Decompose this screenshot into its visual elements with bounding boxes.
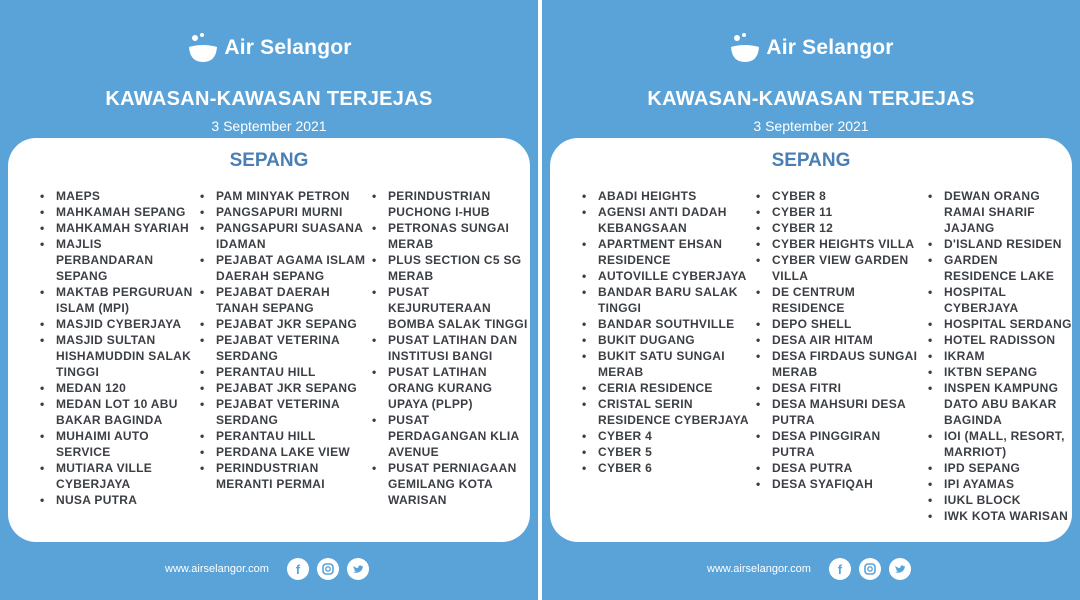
poster-panel-1 <box>0 0 538 600</box>
list-item: • PANGSAPURI MURNI <box>194 204 366 220</box>
page-title: KAWASAN-KAWASAN TERJEJAS <box>647 88 975 110</box>
instagram-icon[interactable] <box>859 558 881 580</box>
list-item: • MEDAN 120 <box>34 380 202 396</box>
region-heading: SEPANG <box>771 150 851 171</box>
list-item: • DESA PUTRA <box>750 460 922 476</box>
list-item: • DESA FIRDAUS SUNGAI MERAB <box>750 348 922 380</box>
list-item: • CYBER VIEW GARDEN VILLA <box>750 252 922 284</box>
list-item: • IPD SEPANG <box>922 460 1072 476</box>
list-item: • PEJABAT VETERINA SERDANG <box>194 332 366 364</box>
list-item: • PUSAT KEJURUTERAAN BOMBA SALAK TINGGI <box>366 284 528 332</box>
areas-card <box>8 138 530 542</box>
list-item: • ABADI HEIGHTS <box>576 188 760 204</box>
list-item: • PEJABAT AGAMA ISLAM DAERAH SEPANG <box>194 252 366 284</box>
list-item: • DESA PINGGIRAN PUTRA <box>750 428 922 460</box>
list-item: • PERDANA LAKE VIEW <box>194 444 366 460</box>
list-item: • AGENSI ANTI DADAH KEBANGSAAN <box>576 204 760 236</box>
list-item: • PEJABAT JKR SEPANG <box>194 316 366 332</box>
air-selangor-logo <box>542 28 1080 68</box>
list-item: • CYBER HEIGHTS VILLA <box>750 236 922 252</box>
list-item: • DESA FITRI <box>750 380 922 396</box>
list-item: • IOI (MALL, RESORT, MARRIOT) <box>922 428 1072 460</box>
air-selangor-logo <box>0 28 538 68</box>
list-item: • CYBER 12 <box>750 220 922 236</box>
area-list-column-2 <box>750 188 922 492</box>
list-item: • IUKL BLOCK <box>922 492 1072 508</box>
water-drop-icon <box>186 31 220 65</box>
list-item: • MASJID SULTAN HISHAMUDDIN SALAK TINGGI <box>34 332 202 380</box>
list-item: • BANDAR BARU SALAK TINGGI <box>576 284 760 316</box>
list-item: • BANDAR SOUTHVILLE <box>576 316 760 332</box>
website-link[interactable]: www.airselangor.com <box>707 563 811 575</box>
list-item: • PERANTAU HILL <box>194 364 366 380</box>
list-item: • DE CENTRUM RESIDENCE <box>750 284 922 316</box>
area-list-column-3 <box>366 188 528 508</box>
list-item: • MAHKAMAH SYARIAH <box>34 220 202 236</box>
website-link[interactable]: www.airselangor.com <box>165 563 269 575</box>
list-item: • PERANTAU HILL <box>194 428 366 444</box>
page-title: KAWASAN-KAWASAN TERJEJAS <box>105 88 433 110</box>
list-item: • DESA SYAFIQAH <box>750 476 922 492</box>
list-item: • PERINDUSTRIAN MERANTI PERMAI <box>194 460 366 492</box>
list-item: • HOSPITAL CYBERJAYA <box>922 284 1072 316</box>
list-item: • DEPO SHELL <box>750 316 922 332</box>
date-text: 3 September 2021 <box>211 118 327 134</box>
list-item: • IKRAM <box>922 348 1072 364</box>
list-item: • MASJID CYBERJAYA <box>34 316 202 332</box>
list-item: • GARDEN RESIDENCE LAKE <box>922 252 1072 284</box>
date-text: 3 September 2021 <box>753 118 869 134</box>
areas-card <box>550 138 1072 542</box>
list-item: • MUHAIMI AUTO SERVICE <box>34 428 202 460</box>
poster-panel-2 <box>542 0 1080 600</box>
list-item: • AUTOVILLE CYBERJAYA <box>576 268 760 284</box>
list-item: • IPI AYAMAS <box>922 476 1072 492</box>
list-item: • PAM MINYAK PETRON <box>194 188 366 204</box>
list-item: • PEJABAT VETERINA SERDANG <box>194 396 366 428</box>
footer <box>542 556 1080 582</box>
twitter-icon[interactable] <box>347 558 369 580</box>
list-item: • HOSPITAL SERDANG <box>922 316 1072 332</box>
list-item: • PUSAT LATIHAN ORANG KURANG UPAYA (PLPP) <box>366 364 528 412</box>
list-item: • PEJABAT JKR SEPANG <box>194 380 366 396</box>
list-item: • INSPEN KAMPUNG DATO ABU BAKAR BAGINDA <box>922 380 1072 428</box>
list-item: • MEDAN LOT 10 ABU BAKAR BAGINDA <box>34 396 202 428</box>
list-item: • MUTIARA VILLE CYBERJAYA <box>34 460 202 492</box>
list-item: • CYBER 4 <box>576 428 760 444</box>
area-list-column-3 <box>922 188 1072 524</box>
list-item: • PETRONAS SUNGAI MERAB <box>366 220 528 252</box>
list-item: • PEJABAT DAERAH TANAH SEPANG <box>194 284 366 316</box>
list-item: • BUKIT DUGANG <box>576 332 760 348</box>
list-item: • PERINDUSTRIAN PUCHONG I-HUB <box>366 188 528 220</box>
list-item: • CYBER 5 <box>576 444 760 460</box>
region-heading: SEPANG <box>229 150 309 171</box>
list-item: • APARTMENT EHSAN RESIDENCE <box>576 236 760 268</box>
list-item: • BUKIT SATU SUNGAI MERAB <box>576 348 760 380</box>
twitter-icon[interactable] <box>889 558 911 580</box>
list-item: • MAEPS <box>34 188 202 204</box>
list-item: • PLUS SECTION C5 SG MERAB <box>366 252 528 284</box>
list-item: • IKTBN SEPANG <box>922 364 1072 380</box>
list-item: • PUSAT LATIHAN DAN INSTITUSI BANGI <box>366 332 528 364</box>
area-list-column-2 <box>194 188 366 492</box>
list-item: • CYBER 8 <box>750 188 922 204</box>
facebook-icon[interactable]: f <box>287 558 309 580</box>
list-item: • CYBER 6 <box>576 460 760 476</box>
brand-name: Air Selangor <box>766 36 894 59</box>
area-list-column-1 <box>576 188 760 476</box>
list-item: • D'ISLAND RESIDEN <box>922 236 1072 252</box>
footer <box>0 556 538 582</box>
instagram-icon[interactable] <box>317 558 339 580</box>
water-drop-icon <box>728 31 762 65</box>
facebook-icon[interactable]: f <box>829 558 851 580</box>
list-item: • DESA AIR HITAM <box>750 332 922 348</box>
list-item: • PUSAT PERNIAGAAN GEMILANG KOTA WARISAN <box>366 460 528 508</box>
list-item: • IWK KOTA WARISAN <box>922 508 1072 524</box>
list-item: • DEWAN ORANG RAMAI SHARIF JAJANG <box>922 188 1072 236</box>
list-item: • CERIA RESIDENCE <box>576 380 760 396</box>
list-item: • PANGSAPURI SUASANA IDAMAN <box>194 220 366 252</box>
list-item: • DESA MAHSURI DESA PUTRA <box>750 396 922 428</box>
list-item: • CRISTAL SERIN RESIDENCE CYBERJAYA <box>576 396 760 428</box>
list-item: • HOTEL RADISSON <box>922 332 1072 348</box>
list-item: • MAJLIS PERBANDARAN SEPANG <box>34 236 202 284</box>
area-list-column-1 <box>34 188 202 508</box>
list-item: • MAKTAB PERGURUAN ISLAM (MPI) <box>34 284 202 316</box>
list-item: • MAHKAMAH SEPANG <box>34 204 202 220</box>
brand-name: Air Selangor <box>224 36 352 59</box>
list-item: • NUSA PUTRA <box>34 492 202 508</box>
list-item: • CYBER 11 <box>750 204 922 220</box>
list-item: • PUSAT PERDAGANGAN KLIA AVENUE <box>366 412 528 460</box>
